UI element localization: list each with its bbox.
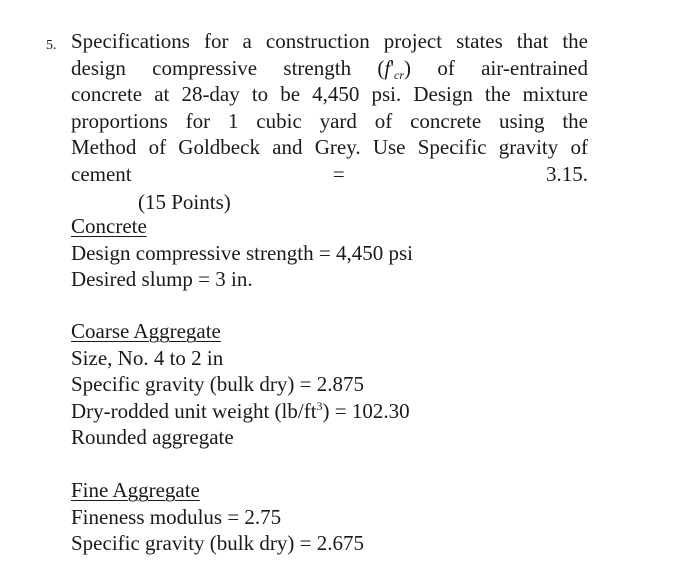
coarse-aggregate-section	[71, 318, 410, 451]
concrete-heading: Concrete	[71, 214, 147, 238]
problem-line-2a: design compressive strength	[71, 55, 352, 80]
strength-symbol: $(f'_{cr})$	[377, 55, 412, 82]
fine-fineness-modulus: Fineness modulus = 2.75	[71, 504, 282, 529]
coarse-size: Size, No. 4 to 2 in	[71, 345, 224, 370]
problem-line-2b: of air-entrained	[437, 55, 588, 80]
coarse-shape: Rounded aggregate	[71, 425, 234, 449]
problem-line-2	[71, 55, 588, 82]
design-strength: Design compressive strength = 4,450 psi	[71, 240, 413, 265]
fine-specific-gravity: Specific gravity (bulk dry) = 2.675	[71, 531, 364, 555]
problem-line-4: proportions for 1 cubic yard of concrete using the	[71, 108, 588, 133]
problem-line-6: cement = 3.15.	[71, 161, 588, 186]
desired-slump: Desired slump = 3 in.	[71, 267, 253, 291]
points-label: (15 Points)	[138, 190, 231, 214]
question-number: 5.	[46, 38, 57, 53]
problem-line-1: Specifications for a construction project states that the	[71, 29, 588, 53]
concrete-section	[71, 213, 413, 293]
problem-line-5: Method of Goldbeck and Grey. Use Specific gravity of	[71, 135, 588, 159]
problem-statement	[71, 28, 588, 187]
fine-aggregate-heading: Fine Aggregate	[71, 478, 200, 502]
coarse-unit-weight: Dry-rodded unit weight $(lb/ft^3) = 102.30$	[71, 398, 410, 423]
problem-line-3: concrete at 28-day to be 4,450 psi. Design the mixture	[71, 82, 588, 106]
coarse-specific-gravity: Specific gravity (bulk dry) = 2.875	[71, 372, 364, 396]
fine-aggregate-section	[71, 477, 364, 557]
coarse-aggregate-heading: Coarse Aggregate	[71, 319, 221, 343]
